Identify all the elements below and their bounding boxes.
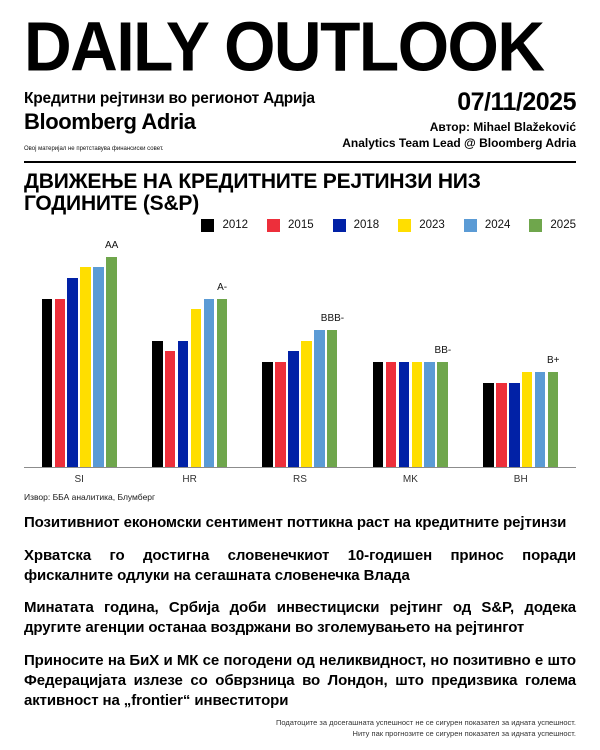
bar-mk-2015 [386,362,397,467]
legend-year-label: 2025 [550,219,576,232]
bar-hr-2024 [204,299,215,467]
author-block [342,120,576,151]
legend-item-2023 [398,219,445,232]
legend-year-label: 2015 [288,219,314,232]
rating-annotation-mk: BB- [434,344,452,356]
axis-label-mk: MK [402,473,418,485]
bar-bh-2018 [509,383,520,467]
legend-item-2018 [333,219,380,232]
legend-item-2025 [529,219,576,232]
edition-subtitle: Кредитни рејтинзи во регионот Адрија [24,90,315,108]
bar-si-2015 [55,299,66,467]
masthead-title: DAILY OUTLOOK [24,6,544,86]
bar-si-2012 [42,299,53,467]
insight-paragraph-1: Позитивниот економски сентимент поттикна раст на кредитните рејтинзи [24,513,567,531]
bar-bh-2025 [548,372,559,467]
bar-mk-2023 [412,362,423,467]
legend-swatch-2024 [464,219,477,232]
legend-swatch-2015 [267,219,280,232]
bar-rs-2025 [327,330,338,467]
legend-swatch-2023 [398,219,411,232]
author-title: Analytics Team Lead @ Bloomberg Adria [342,135,576,150]
legend-swatch-2012 [201,219,214,232]
axis-label-hr: HR [182,473,197,485]
bar-si-2018 [67,278,78,467]
legend-year-label: 2023 [419,219,445,232]
insight-paragraph-4: Приносите на БиХ и МК се погодени од неликвидност, но позитивно е што Федерацијата излезе со обврзница во Лондон, што предизвика голема активност на „frontier“ инвеститори [24,652,576,710]
footer-line-2: Ниту пак прогнозите се сигурен показател за идната успешност. [352,729,576,739]
legend-year-label: 2024 [484,219,511,232]
chart-section [24,163,576,502]
bar-bh-2023 [522,372,533,467]
legend-item-2024 [464,219,511,232]
bar-bh-2024 [535,372,546,467]
bar-mk-2012 [373,362,384,467]
country-group-hr [152,237,228,485]
bar-hr-2018 [178,341,189,467]
brand-logo: Bloomberg Adria [24,109,196,135]
chart-title [24,171,576,215]
legend-item-2012 [201,219,248,232]
bar-hr-2015 [165,351,176,467]
bar-hr-2012 [152,341,163,467]
bar-mk-2018 [399,362,410,467]
bar-bh-2015 [496,383,507,467]
legend-year-label: 2012 [222,219,249,232]
header-left [24,90,315,152]
insight-paragraph-2: Хрватска го достигна словенечкиот 10-годишен принос поради фискалните одлуки на сегашната словенечка Влада [24,546,576,584]
insights-section [24,513,576,712]
rating-annotation-rs: BBB- [320,313,345,325]
chart-legend [24,219,576,232]
header-right [342,90,576,152]
bar-rs-2015 [275,362,286,467]
chart-source: Извор: ББА аналитика, Блумберг [24,491,156,502]
legend-swatch-2018 [333,219,346,232]
country-group-si [42,237,119,485]
bar-chart [24,237,576,485]
bar-hr-2023 [191,309,202,467]
bar-rs-2018 [288,351,299,467]
legend-year-label: 2018 [353,219,380,232]
axis-label-bh: BH [513,473,528,485]
legend-item-2015 [267,219,314,232]
rating-annotation-bh: B+ [546,355,560,367]
rating-annotation-hr: A- [217,281,228,293]
rating-annotation-si: AA [105,239,119,251]
issue-date: 07/11/2025 [457,88,576,117]
header-disclaimer: Овој материјал не претставува финансиски совет. [24,146,164,153]
bar-rs-2012 [262,362,273,467]
bar-si-2025 [106,257,117,467]
header-meta-row [24,90,576,152]
country-group-mk [373,237,452,485]
country-group-bh [483,237,560,485]
bar-mk-2025 [437,362,448,467]
legend-swatch-2025 [529,219,542,232]
chart-title-line1: ДВИЖЕЊЕ НА КРЕДИТНИТЕ РЕЈТИНЗИ НИЗ [24,170,481,194]
bar-si-2023 [80,267,91,467]
header [24,6,576,163]
bar-rs-2023 [301,341,312,467]
country-group-rs [262,237,345,485]
bar-bh-2012 [483,383,494,467]
bar-rs-2024 [314,330,325,467]
axis-label-si: SI [74,473,84,485]
bar-si-2024 [93,267,104,467]
bar-mk-2024 [424,362,435,467]
footer-line-1: Податоците за досегашната успешност не се сигурен показател за идната успешност. [276,717,576,727]
chart-title-line2: ГОДИНИТЕ (S&P) [24,191,200,215]
bar-hr-2025 [217,299,228,467]
footer-disclaimer [24,717,576,742]
insight-paragraph-3: Минатата година, Србија доби инвестициски рејтинг од S&P, додека другите агенции останаа воздржани во зголемувањето на рејтингот [24,599,576,637]
axis-label-rs: RS [293,473,307,485]
author-name: Автор: Mihael Blažeković [429,120,576,135]
